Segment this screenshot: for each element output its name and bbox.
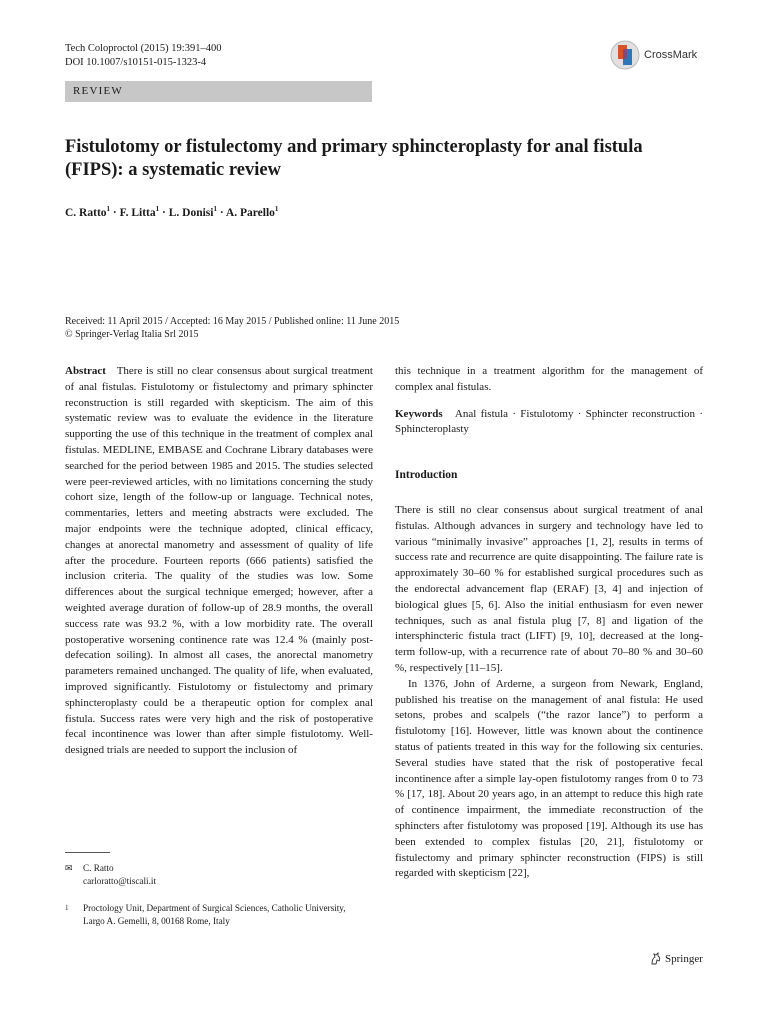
- author-name[interactable]: C. Ratto: [65, 206, 107, 219]
- intro-paragraph: There is still no clear consensus about surgical treatment of anal fistulas. Although advances in surgery and technology have led to various “minimally invasive” approaches [1, 2], results in terms of success rate and recurrence are quite disappointing. The failure rate is approximately 30–60 % for established surgical procedures such as the endorectal advancement flap (ERAF) [3, 4] and injection of biological glues [5, 6]. Also the initial enthusiasm for even newer techniques, such as anal fistula plug [7, 8] and ligation of the intersphincteric fistula tract (LIFT) [9, 10], decreased at the long-term follow-up, with a recurrence rate of about 70–80 % and 30–60 %, respectively [11–15].: [395, 503, 703, 674]
- author-separator: ·: [159, 206, 169, 219]
- publisher-name: Springer: [665, 952, 703, 965]
- keywords: [395, 407, 703, 439]
- crossmark-label: CrossMark: [644, 49, 698, 61]
- affiliation: [65, 902, 365, 928]
- author-name[interactable]: L. Donisi: [168, 206, 214, 219]
- author-affil-mark: 1: [213, 205, 217, 213]
- abstract: [65, 364, 373, 759]
- publication-dates: Received: 11 April 2015 / Accepted: 16 May 2015 / Published online: 11 June 2015: [65, 316, 400, 327]
- keywords-label: Keywords: [395, 407, 443, 420]
- author-list: [65, 205, 278, 219]
- keywords-text: Anal fistula · Fistulotomy · Sphincter reconstruction · Sphincteroplasty: [395, 407, 703, 436]
- author-affil-mark: 1: [106, 205, 111, 213]
- copyright: © Springer-Verlag Italia Srl 2015: [65, 329, 199, 340]
- affiliation-text: Proctology Unit, Department of Surgical Sciences, Catholic University, Largo A. Gemelli, 8, 00168 Rome, Italy: [83, 903, 346, 926]
- introduction-heading: Introduction: [395, 469, 458, 482]
- journal-citation: Tech Coloproctol (2015) 19:391–400: [65, 43, 222, 54]
- doi[interactable]: DOI 10.1007/s10151-015-1323-4: [65, 57, 207, 68]
- crossmark-badge[interactable]: [610, 40, 697, 70]
- crossmark-icon: [610, 40, 640, 70]
- affiliation-number: 1: [65, 904, 69, 912]
- envelope-icon: ✉: [65, 863, 73, 873]
- author-name[interactable]: A. Parello: [225, 206, 275, 219]
- journal-header: [65, 42, 221, 70]
- springer-horse-icon: [650, 952, 661, 965]
- abstract-continuation: this technique in a treatment algorithm for the management of complex anal fistulas.: [395, 365, 703, 393]
- article-history: [65, 315, 399, 341]
- author-affil-mark: 1: [155, 205, 160, 213]
- section-label: REVIEW: [65, 81, 372, 102]
- author-separator: ·: [110, 206, 120, 219]
- abstract-text: There is still no clear consensus about surgical treatment of anal fistulas. Fistulotomy or fistulectomy and primary sphincter reconstruction is still regarded with skepticism. The aim of this systematic review was to evaluate the evidence in the literature supporting the use of this technique in the treatment of complex anal fistulas. MEDLINE, EMBASE and Cochrane Library databases were searched for the period between 1985 and 2015. The studies selected were peer-reviewed articles, with no limitations concerning the study cohort size, length of the follow-up or language. Technical notes, commentaries, letters and meeting abstracts were excluded. The major endpoints were the technique adopted, clinical efficacy, changes at anorectal manometry and assessment of quality of life after the procedure. Fourteen reports (666 patients) satisfied the inclusion criteria. The quality of the studies was low. Some differences about the surgical technique emerged; however, after a weighted average duration of follow-up of 28.9 months, the overall success rate was 93.2 %, with a low morbidity rate. The overall postoperative worsening continence rate was 12.4 % (mainly post-defecation soiling). In almost all cases, the anorectal manometry parameters remained unchanged. The quality of life, when evaluated, improved significantly. Fistulotomy or fistulectomy and primary sphincteroplasty could be a therapeutic option for complex anal fistula. Success rates were very high and the risk of postoperative fecal incontinence was lower than after simple fistulotomy. Well-designed trials are needed to support the inclusion of: [65, 365, 373, 757]
- left-column: [65, 364, 373, 759]
- corresponding-email[interactable]: carloratto@tiscali.it: [83, 876, 157, 886]
- footnote-divider: [65, 852, 110, 853]
- author-affil-mark: 1: [274, 205, 279, 213]
- intro-paragraph: In 1376, John of Arderne, a surgeon from Newark, England, published his treatise on the management of anal fistula: He used setons, probes and scalpels (“the razor lance”) to perform a fistulotomy [16]. However, little was known about the continence status of patients treated in this way for the following six centuries. Several studies have stated that the risk of postoperative fecal incontinence after a simple lay-open fistulotomy ranges from 0 to 73 % [17, 18]. About 20 years ago, in an attempt to reduce this high rate of continence impairment, the immediate reconstruction of the sphincters after fistulotomy was proposed [19]. Although its use has been extended to complex fistulas [20, 21], fistulotomy or fistulectomy and primary sphincter reconstruction (FIPS) is still regarded with skepticism [22],: [395, 677, 703, 880]
- author-separator: ·: [216, 206, 226, 219]
- abstract-label: Abstract: [65, 365, 106, 377]
- right-column: [395, 364, 703, 882]
- author-name[interactable]: F. Litta: [119, 206, 156, 219]
- corresponding-author: [65, 862, 156, 888]
- publisher-footer: [650, 952, 703, 965]
- corresponding-name: C. Ratto: [83, 863, 114, 873]
- article-title: Fistulotomy or fistulectomy and primary sphincteroplasty for anal fistula (FIPS): a systematic review: [65, 137, 643, 180]
